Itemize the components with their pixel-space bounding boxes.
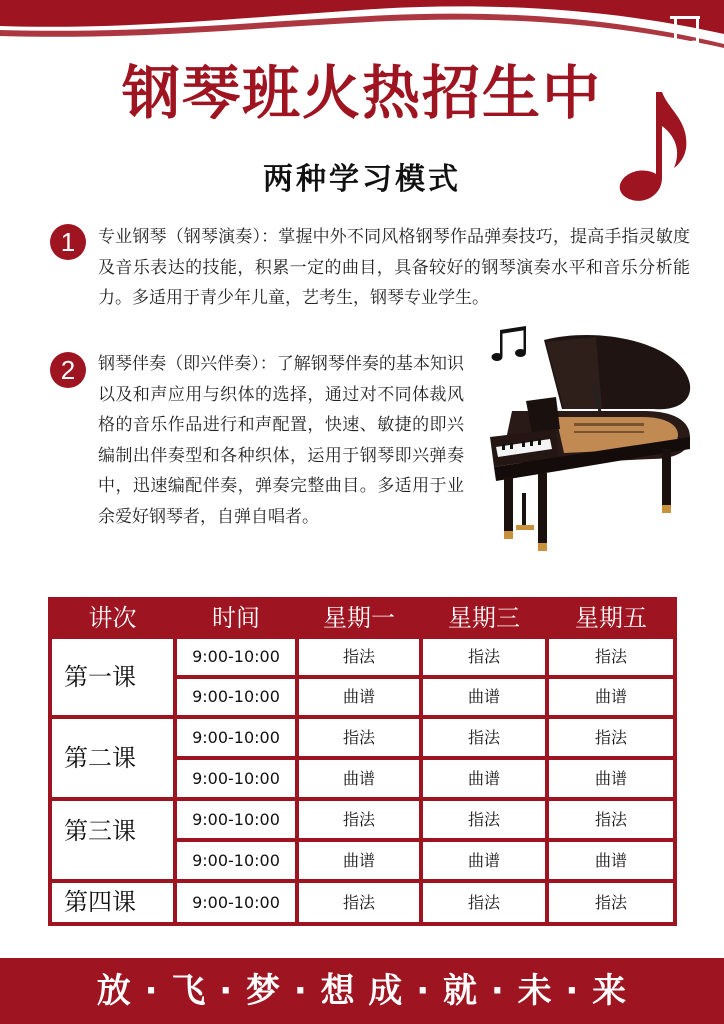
friday-cell: 指法 [547, 881, 675, 924]
slogan-banner: 放 · 飞 · 梦 · 想 成 · 就 · 未 · 来 [0, 958, 724, 1024]
music-note-icon [666, 10, 706, 56]
page-title: 钢琴班火热招生中 [121, 59, 602, 127]
lesson-name-cell: 第四课 [50, 881, 175, 924]
wednesday-cell: 曲谱 [421, 840, 547, 881]
wednesday-cell: 指法 [421, 717, 547, 758]
mode-1-description: 专业钢琴（钢琴演奏）：掌握中外不同风格钢琴作品弹奏技巧，提高手指灵敏度及音乐表达的技能，积累一定的曲目，具备较好的钢琴演奏水平和音乐分析能力。多适用于青少年儿童，艺考生，钢琴专业学生。 [98, 227, 690, 308]
wednesday-cell: 指法 [421, 637, 547, 677]
section-subtitle: 两种学习模式 [263, 162, 461, 197]
monday-cell: 曲谱 [297, 677, 421, 717]
time-cell: 9:00-10:00 [175, 758, 297, 799]
schedule-table [48, 597, 677, 926]
grand-piano-image [484, 325, 694, 555]
wednesday-cell: 指法 [421, 799, 547, 840]
header-cell-time: 时间 [212, 604, 260, 632]
header-cell-lesson: 讲次 [88, 604, 137, 632]
friday-cell: 指法 [547, 717, 675, 758]
mode-2-description: 钢琴伴奏（即兴伴奏）：了解钢琴伴奏的基本知识以及和声应用与织体的选择，通过对不同体裁风格的音乐作品进行和声配置，快速、敏捷的即兴编制出伴奏型和各种织体，运用于钢琴即兴弹奏中，迅速编配伴奏，弹奏完整曲目。多适用于业余爱好钢琴者，自弹自唱者。 [98, 354, 464, 527]
friday-cell: 曲谱 [547, 677, 675, 717]
monday-cell: 指法 [297, 881, 421, 924]
monday-cell: 指法 [297, 799, 421, 840]
friday-cell: 曲谱 [547, 840, 675, 881]
friday-cell: 指法 [547, 799, 675, 840]
time-cell: 9:00-10:00 [175, 677, 297, 717]
header-cell-friday: 星期五 [575, 604, 647, 632]
wednesday-cell: 指法 [421, 881, 547, 924]
time-cell: 9:00-10:00 [175, 637, 297, 677]
monday-cell: 曲谱 [297, 840, 421, 881]
wednesday-cell: 曲谱 [421, 758, 547, 799]
time-cell: 9:00-10:00 [175, 717, 297, 758]
number-badge-2: 2 [50, 352, 86, 388]
number-badge-1: 1 [50, 224, 86, 260]
table-header [50, 599, 675, 637]
monday-cell: 曲谱 [297, 758, 421, 799]
lesson-name-cell: 第二课 [50, 717, 175, 799]
time-cell: 9:00-10:00 [175, 840, 297, 881]
time-cell: 9:00-10:00 [175, 799, 297, 840]
lesson-name-cell: 第一课 [50, 637, 175, 717]
header-cell-wednesday: 星期三 [448, 604, 520, 632]
time-cell: 9:00-10:00 [175, 881, 297, 924]
monday-cell: 指法 [297, 637, 421, 677]
monday-cell: 指法 [297, 717, 421, 758]
lesson-name-cell: 第三课 [50, 799, 175, 881]
friday-cell: 指法 [547, 637, 675, 677]
wednesday-cell: 曲谱 [421, 677, 547, 717]
header-cell-monday: 星期一 [323, 604, 395, 632]
friday-cell: 曲谱 [547, 758, 675, 799]
